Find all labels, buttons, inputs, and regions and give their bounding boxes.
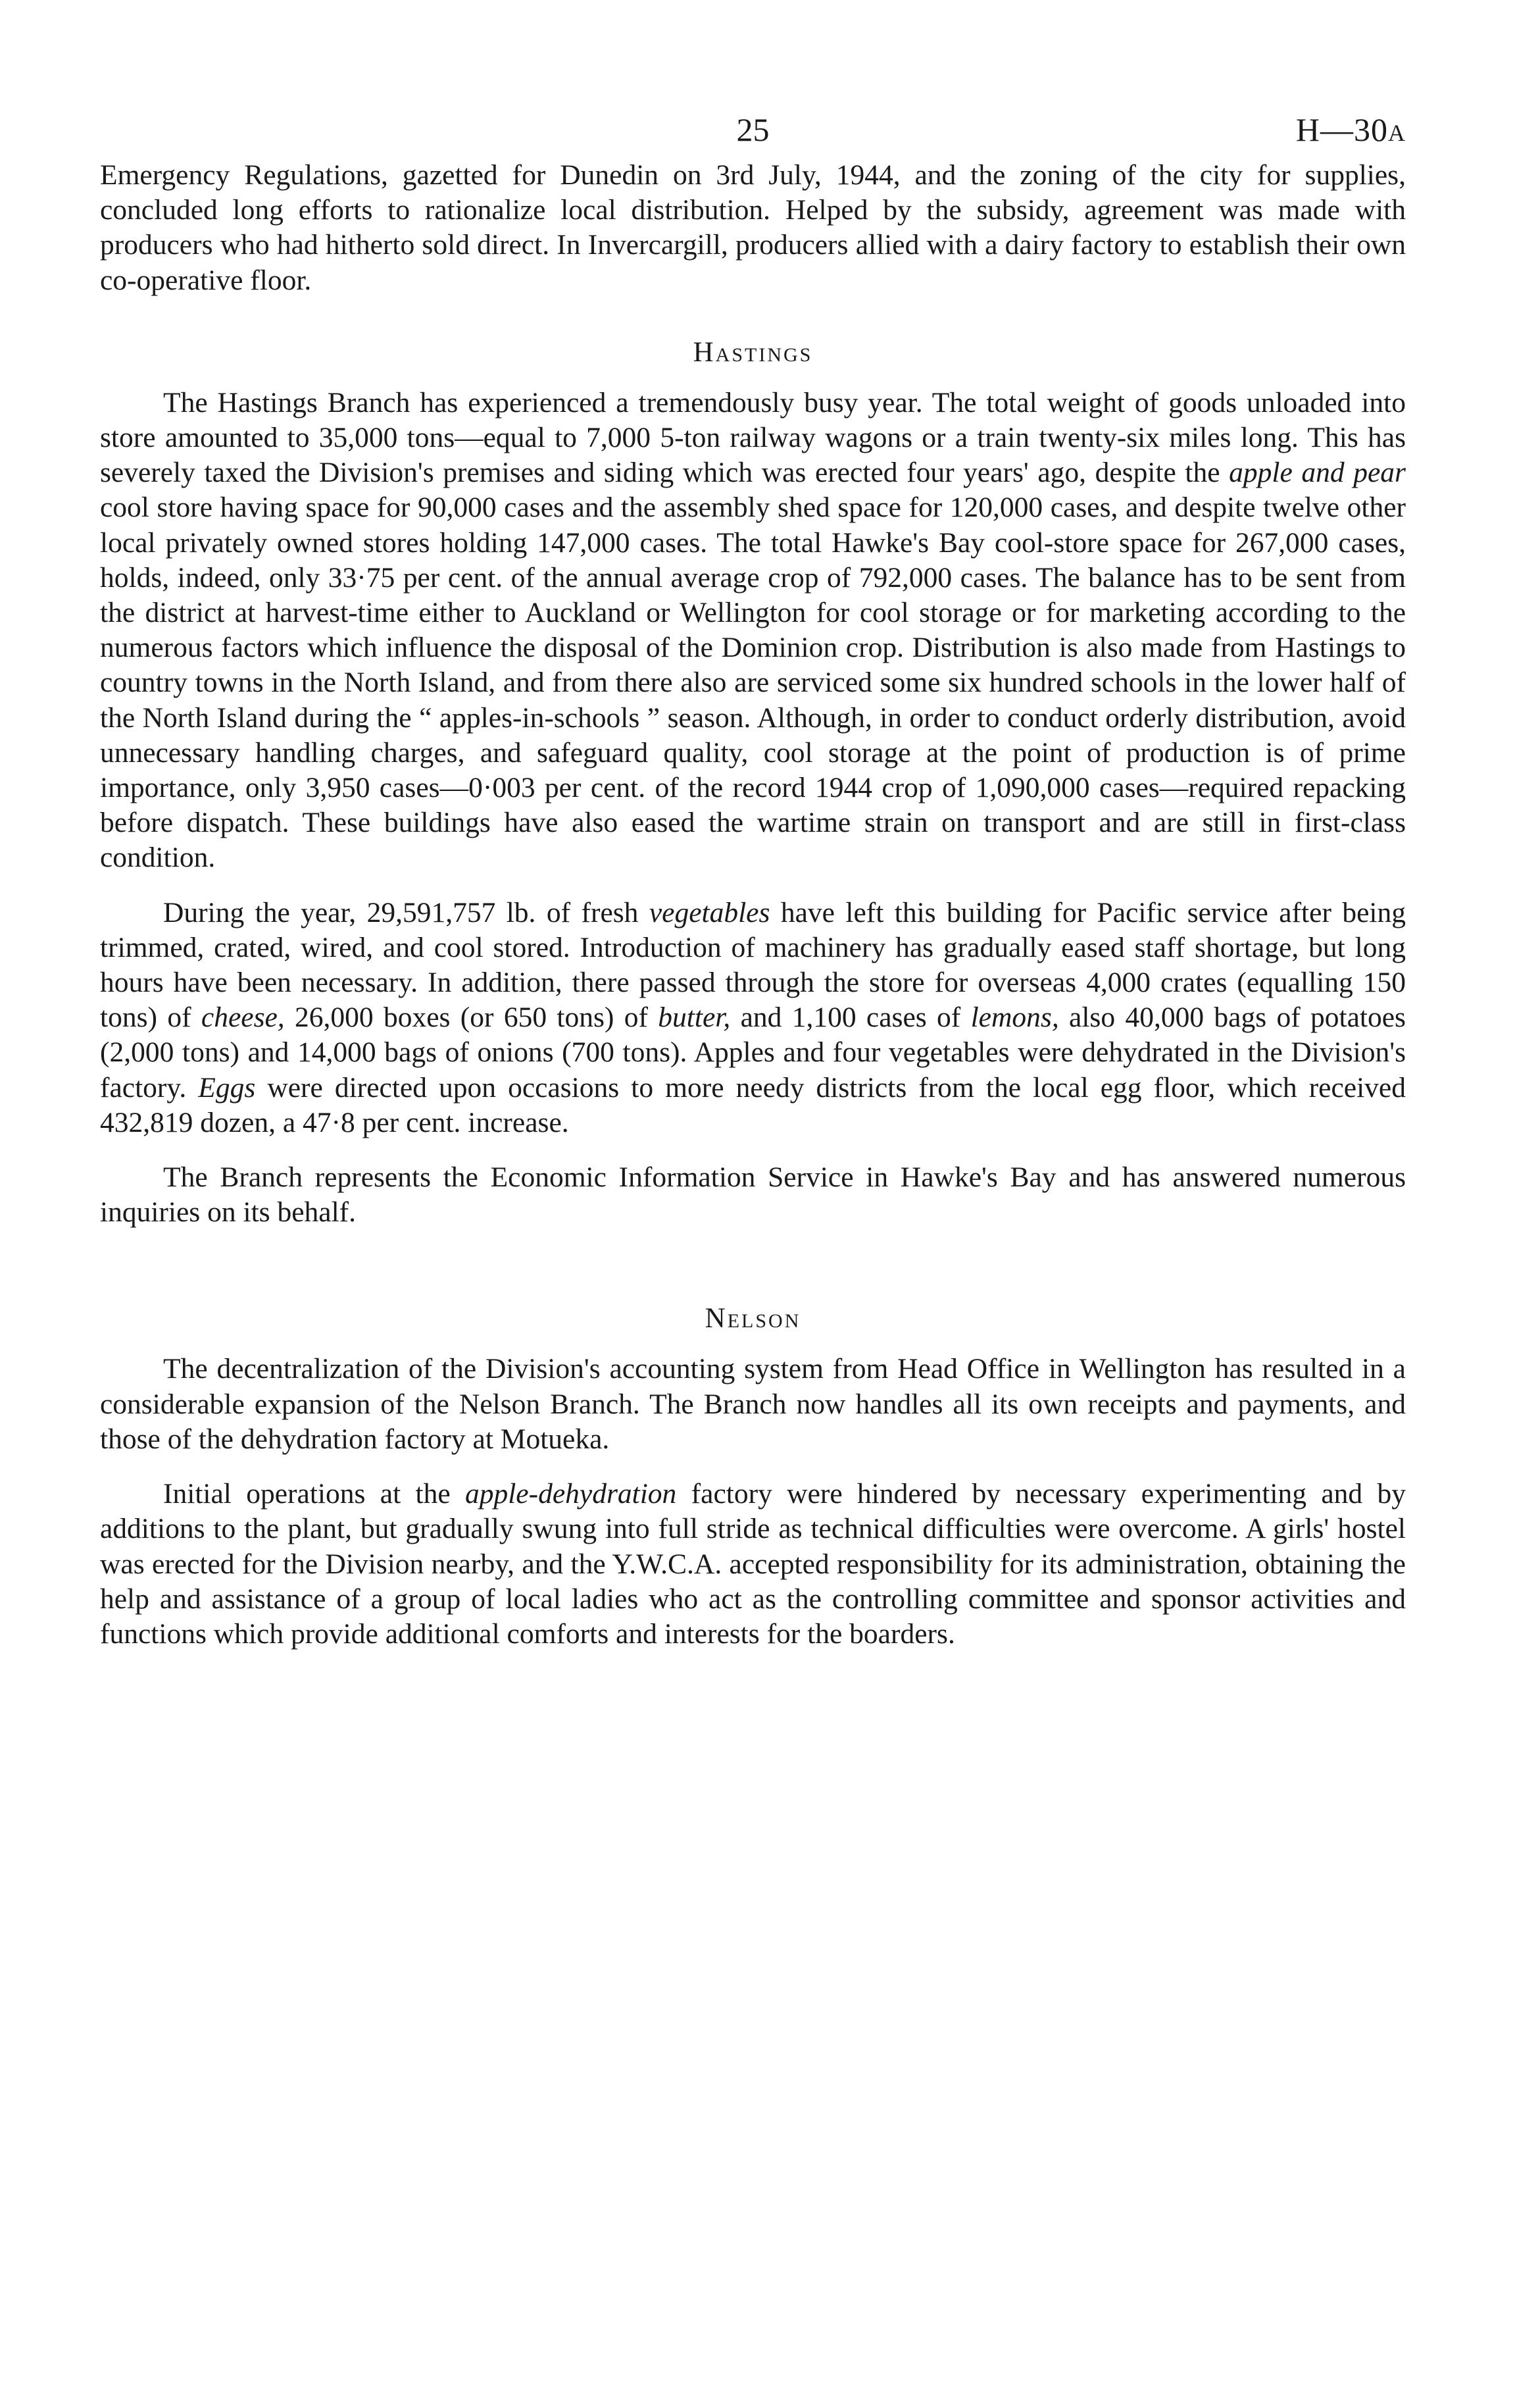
series-code (1296, 111, 1406, 149)
text-run: also 40,000 bags of potatoes (2,000 tons) and 14,000 bags of onions (700 tons). Apples and four vegetables were dehydrated in the Division's factory. (100, 1002, 1406, 1104)
text-run: and 1,100 cases of (730, 1002, 971, 1034)
series-code-main: H—30 (1295, 111, 1388, 148)
page-number: 25 (736, 111, 770, 148)
series-code-sub: A (1388, 120, 1406, 146)
intro-paragraph: Emergency Regulations, gazetted for Dunedin on 3rd July, 1944, and the zoning of the city for supplies, concluded long efforts to rationalize local distribution. Helped by the subsidy, agreement was made with producers who had hitherto sold direct. In Invercargill, producers allied with a dairy factory to establish their own co-operative floor. (100, 159, 1406, 296)
text-run: were directed upon occasions to more needy districts from the local egg floor, which received 432,819 dozen, a 47·8 per cent. increase. (100, 1071, 1406, 1138)
page-header (100, 99, 1406, 158)
nelson-paragraph-2 (100, 1477, 1406, 1652)
italic-run: Eggs (198, 1071, 256, 1104)
italic-run: apple and pear (1229, 457, 1406, 489)
text-run: The Hastings Branch has experienced a tremendously busy year. The total weight of goods unloaded into store amounted to 35,000 tons—equal to 7,000 5-ton railway wagons or a train twenty-six miles long. This has severely taxed the Division's premises and siding which was erected four years' ago, despite the (100, 386, 1406, 489)
text-run: cool store having space for 90,000 cases and the assembly shed space for 120,000 cases, and despite twelve other local privately owned stores holding 147,000 cases. The total Hawke's Bay cool-store space for 267,000 cases, holds, indeed, only 33·75 per cent. of the annual average crop of 792,000 cases. The balance has to be sent from the district at harvest-time either to Auckland or Wellington for cool storage or for marketing according to the numerous factors which influence the disposal of the Dominion crop. Distribution is also made from Hastings to country towns in the North Island, and from there also are serviced some six hundred schools in the lower half of the North Island during the “ apples-in-schools ” season. Although, in order to conduct orderly distribution, avoid unnecessary handling charges, and safeguard quality, cool storage at the point of production is of prime importance, only 3,950 cases—0·003 per cent. of the record 1944 crop of 1,090,000 cases—required repacking before dispatch. These buildings have also eased the wartime strain on transport and are still in first-class condition. (100, 492, 1406, 874)
text-run: have left this building for Pacific service after being trimmed, crated, wired, and cool stored. Introduction of machinery has gradually eased staff shortage, but long hours have been necessary. In addition, there passed through the store for overseas 4,000 crates (equalling 150 tons) of (100, 896, 1406, 1034)
hastings-paragraph-1 (100, 386, 1406, 876)
italic-run: butter, (658, 1002, 731, 1034)
text-run: Initial operations at the (163, 1478, 465, 1510)
italic-run: cheese, (201, 1002, 285, 1034)
section-heading-hastings: Hastings (693, 336, 813, 368)
hastings-paragraph-2 (100, 896, 1406, 1140)
section-heading-nelson: Nelson (705, 1303, 801, 1335)
italic-run: lemons, (970, 1002, 1059, 1034)
italic-run: vegetables (649, 896, 770, 928)
text-run: factory were hindered by necessary experimenting and by additions to the plant, but gradually swung into full stride as technical difficulties were overcome. A girls' hostel was erected for the Division nearby, and the Y.W.C.A. accepted responsibility for its administration, obtaining the help and assistance of a group of local ladies who act as the controlling committee and sponsor activities and functions which provide additional comforts and interests for the boarders. (100, 1478, 1406, 1650)
italic-run: apple-dehydration (464, 1478, 677, 1510)
text-run: 26,000 boxes (or 650 tons) of (284, 1002, 658, 1034)
document-page (100, 99, 1406, 1652)
text-run: During the year, 29,591,757 lb. of fresh (163, 896, 649, 928)
nelson-paragraph-1: The decentralization of the Division's accounting system from Head Office in Wellington has resulted in a considerable expansion of the Nelson Branch. The Branch now handles all its own receipts and payments, and those of the dehydration factory at Motueka. (100, 1353, 1406, 1455)
hastings-paragraph-3: The Branch represents the Economic Information Service in Hawke's Bay and has answered numerous inquiries on its behalf. (100, 1161, 1406, 1229)
